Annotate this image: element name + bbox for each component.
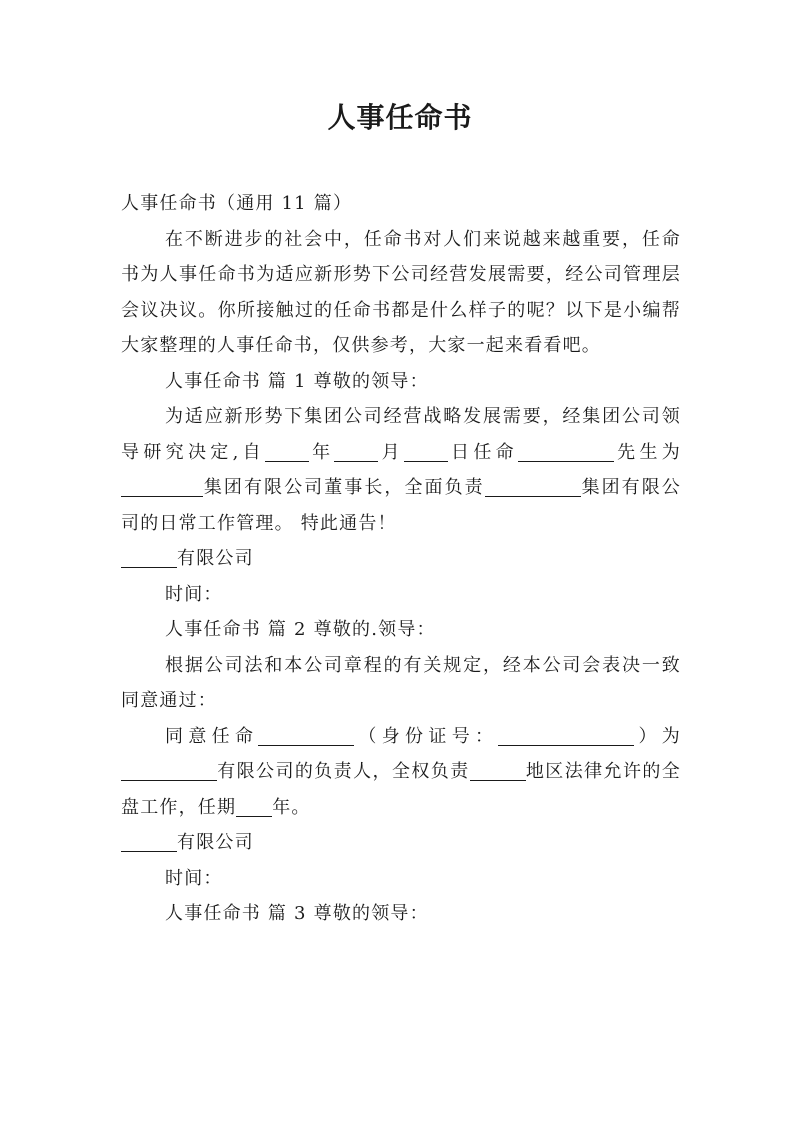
blank-day (404, 441, 448, 462)
section-2-heading: 人事任命书 篇 2 尊敬的.领导： (165, 619, 436, 640)
label-responsible: 有限公司的负责人，全权负责 (217, 761, 470, 782)
section-2-paragraph: 根据公司法和本公司章程的有关规定，经本公司会表决一致同意通过： (121, 654, 681, 711)
blank-company (121, 760, 217, 781)
label-appoint: 同意任命 (165, 725, 259, 747)
section-2-time: 时间： (165, 867, 223, 889)
document-subtitle: 人事任命书（通用 11 篇） (121, 193, 353, 214)
blank-appointee (518, 441, 614, 462)
label-id-close: ）为 (634, 725, 682, 747)
section-1-time: 时间： (165, 583, 223, 605)
intro-paragraph: 在不断进步的社会中，任命书对人们来说越来越重要，任命书为人事任命书为适应新形势下公司经营发展需要，经公司管理层会议决议。你所接触过的任命书都是什么样子的呢？以下是小编帮大家整理的人事任命书，仅供参考，大家一起来看看吧。 (121, 228, 681, 356)
blank-appointee-name (258, 725, 354, 746)
section-2-company-line (121, 825, 681, 861)
label-day-appoint: 日任命 (447, 441, 519, 463)
label-year: 年 (309, 441, 335, 463)
blank-company-name-2 (121, 831, 177, 852)
document-body (121, 186, 681, 932)
section-1-text-end: 集团有限公司的日常工作管理。 特此通告！ (121, 477, 681, 534)
section-2-appointment (121, 719, 681, 826)
section-1-company: 有限公司 (177, 548, 254, 569)
blank-id-number (498, 725, 634, 746)
label-id-open: （身份证号： (354, 725, 499, 747)
label-chairman: 集团有限公司董事长，全面负责 (203, 477, 485, 498)
blank-month (334, 441, 378, 462)
label-region: 地区法律允许的全盘工作，任期 (121, 761, 681, 818)
blank-company-name (121, 547, 177, 568)
label-mr: 先生为 (614, 441, 681, 463)
page-title: 人事任命书 (327, 101, 473, 134)
section-1-company-line (121, 541, 681, 577)
section-1-heading: 人事任命书 篇 1 尊敬的领导： (165, 370, 429, 392)
blank-responsible-group (485, 476, 581, 497)
blank-group-name (121, 476, 203, 497)
section-2-company: 有限公司 (177, 832, 254, 853)
blank-term (236, 796, 272, 817)
label-years: 年。 (272, 796, 311, 818)
section-1-paragraph (121, 399, 681, 541)
blank-year (265, 441, 309, 462)
section-3-heading: 人事任命书 篇 3 尊敬的领导： (165, 903, 429, 924)
section-1-text-start: 为适应新形势下集团公司经营战略发展需要，经集团公司领导研究决定,自 (121, 406, 681, 463)
label-month: 月 (378, 441, 404, 463)
blank-region (470, 760, 526, 781)
